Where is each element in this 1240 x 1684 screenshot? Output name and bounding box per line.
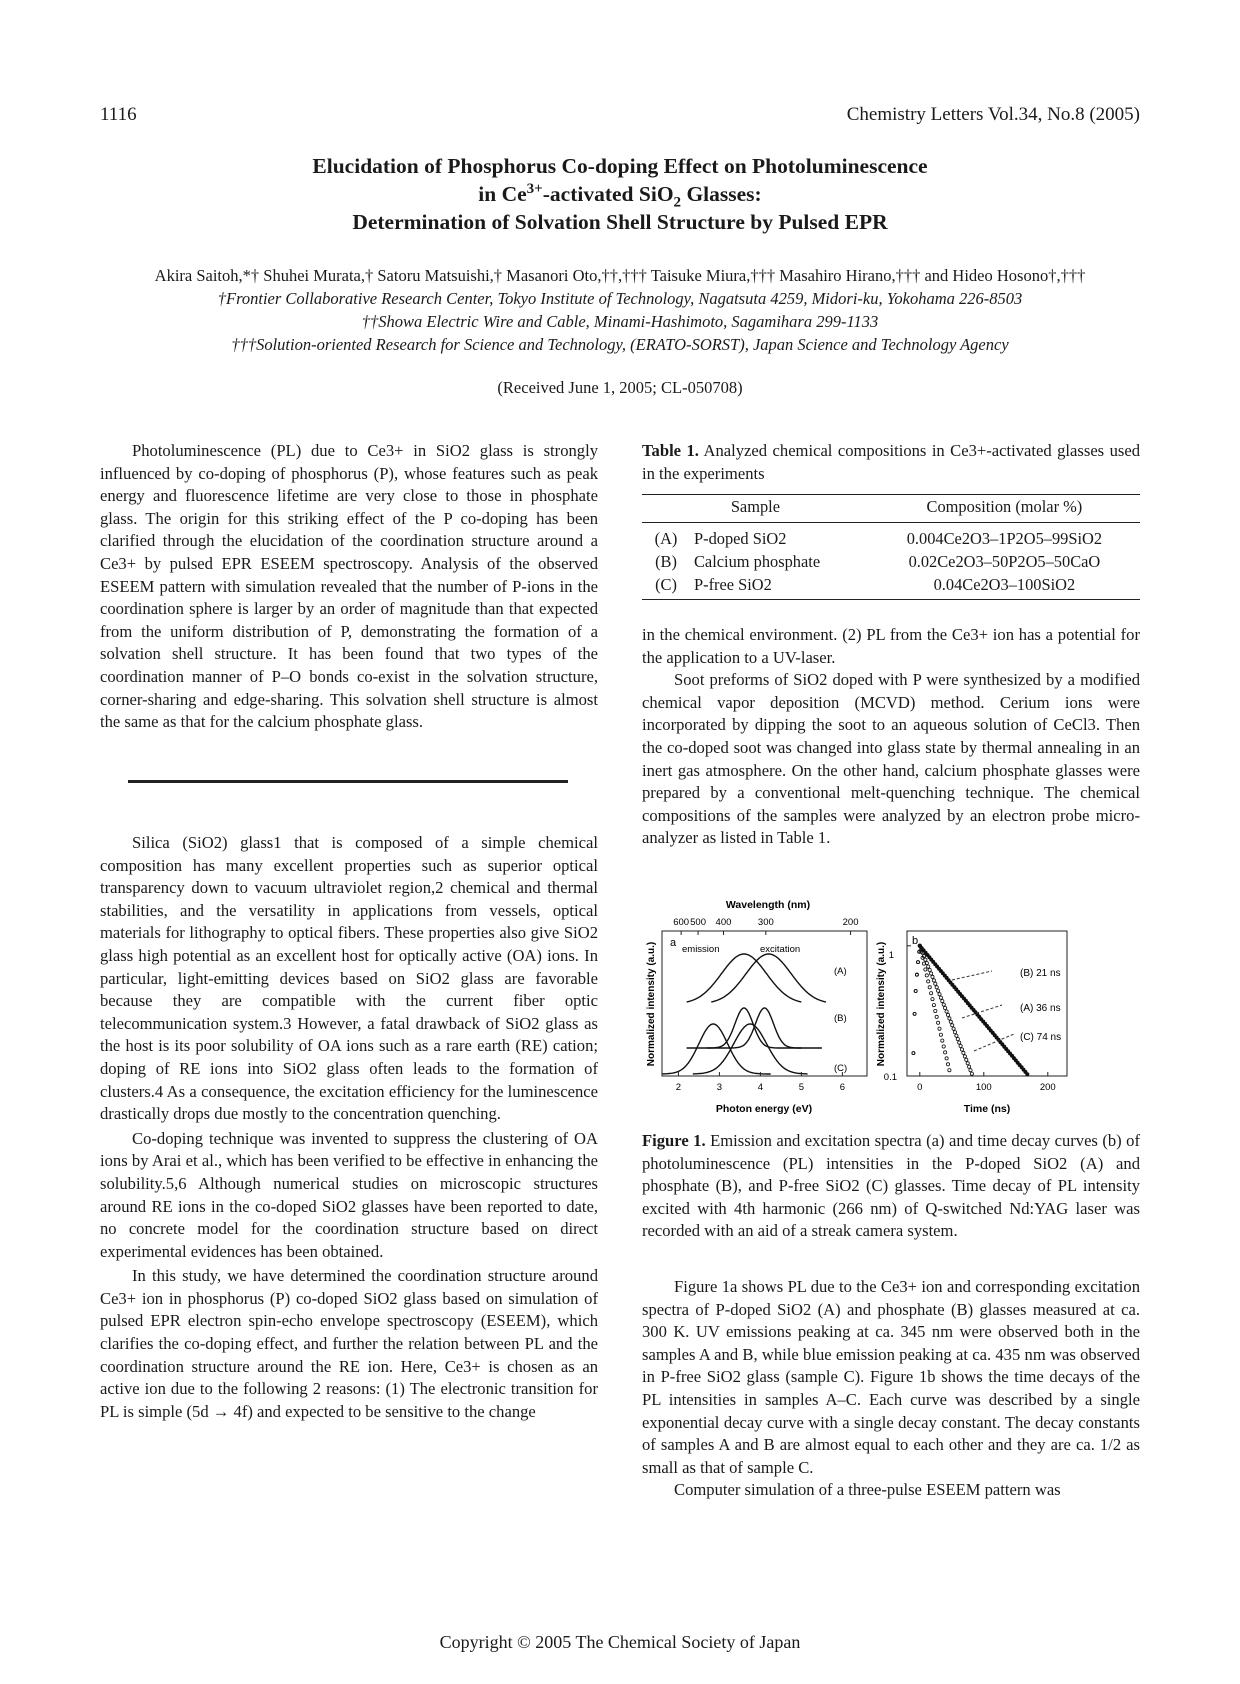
decay-point [931, 975, 934, 978]
decay-point [913, 1012, 916, 1015]
decay-point [924, 958, 927, 961]
table-cell-id: (B) [655, 552, 677, 571]
figure-panel-b [876, 931, 1067, 1115]
decay-point [939, 996, 942, 999]
decay-point [959, 1044, 962, 1047]
decay-point [935, 1015, 938, 1018]
abstract-text: Photoluminescence (PL) due to Ce3+ in SiO2 glass is strongly influenced by co-doping of phosphorus (P), whose features such as peak energy and fluorescence lifetime are very close to those in phosphate glass. The origin for this striking effect of the P co-doping has been clarified through the elucidation of the coordination structure around a Ce3+ by pulsed EPR ESEEM spectroscopy. Analysis of the observed ESEEM pattern with simulation revealed that the number of P-ions in the coordination sphere is larger by an order of magnitude than that expected from the uniform distribution of P, demonstrating the formation of a solvation shell structure. It has been found that two types of the coordination manner of P–O bonds co-exist in the solvation structure, corner-sharing and edge-sharing. This solvation shell structure is almost the same as that for the calcium phosphate glass. [100, 441, 598, 732]
curve-label-c: (C) [834, 1063, 848, 1074]
panel-b-xtick-label: 100 [975, 1082, 992, 1093]
table-row [642, 550, 1140, 573]
affiliation-1: †Frontier Collaborative Research Center, Tokyo Institute of Technology, Nagatsuta 4259, Midori-ku, Yokohama 226-8503 [217, 289, 1023, 308]
decay-point [938, 1027, 941, 1030]
panel-b-arrows [952, 971, 1014, 1051]
composition-table [642, 494, 1140, 600]
decay-point [960, 1048, 963, 1051]
decay-arrow [952, 971, 992, 980]
decay-point [930, 992, 933, 995]
intro-paragraph-3: In this study, we have determined the coordination structure around Ce3+ ion in phosphorus (P) co-doped SiO2 glass based on simulation of pulsed EPR electron spin-echo envelope spectroscopy (ESEEM), which clarifies the co-doping effect, and further the relation between PL and the coordination structure around the RE ion. Here, Ce3+ is chosen as an active ion due to the following 2 reasons: (1) The electronic transition for PL is simple (5d → 4f) and expected to be sensitive to the change [100, 1266, 598, 1421]
panel-b-x-title: Time (ns) [963, 1103, 1011, 1115]
received-date: (Received June 1, 2005; CL-050708) [497, 378, 743, 397]
decay-label-c: (C) 74 ns [1020, 1032, 1062, 1043]
results-paragraph-1: Figure 1a shows PL due to the Ce3+ ion and corresponding excitation spectra of P-doped SiO2 (A) and phosphate (B) glasses measured at ca. 300 K. UV emissions peaking at ca. 345 nm were observed both in the samples A and B, while blue emission peaking at ca. 435 nm was observed in P-free SiO2 glass (sample C). Figure 1b shows the time decays of the PL intensities in samples A–C. Each curve was described by a single exponential decay curve with a single decay constant. The decay constants of samples A and B are almost equal to each other and they are ca. 1/2 as small as that of sample C. [642, 1277, 1140, 1477]
decay-arrow [962, 1005, 1002, 1018]
decay-point [953, 1031, 956, 1034]
decay-point [958, 1041, 961, 1044]
decay-point [966, 1062, 969, 1065]
decay-point [925, 974, 928, 977]
decay-point [927, 980, 930, 983]
decay-point [970, 1072, 973, 1075]
spectrum-curve-c-excitation [693, 1024, 808, 1074]
intro-paragraph-1: Silica (SiO2) glass1 that is composed of a simple chemical composition has many excellent properties such as superior optical transparency down to vacuum ultraviolet region,2 chemical and thermal stabilities, and the versatility in applications from vessels, optical materials for lithography to optical fibers. These properties also give SiO2 glass high potential as an excellent host for optically active (OA) ions. In particular, light-emitting devices based on SiO2 glass are favorable because they are compatible with the current fiber optic telecommunication system.3 However, a fatal drawback of SiO2 glass as the host is its poor solubility of OA ions such as a rare earth (RE) cation; doping of RE ions into SiO2 glass often leads to the formation of clusters.4 As a consequence, the excitation efficiency for the luminescence drastically drops due mostly to the concentration quenching. [100, 833, 598, 1124]
decay-point [914, 990, 917, 993]
decay-point [955, 1034, 958, 1037]
decay-point [932, 1004, 935, 1007]
title-line-2: in $Ce^{3+}$-activated SiO$_2$ Glasses: [478, 180, 762, 211]
decay-point [937, 1021, 940, 1024]
figure-caption [642, 1130, 1140, 1243]
decay-point [968, 1065, 971, 1068]
right-column-body-1 [642, 624, 1140, 850]
decay-series-a [912, 944, 974, 1075]
panel-a-top-tick-label: 200 [842, 917, 859, 928]
decay-point [939, 1033, 942, 1036]
affiliation-2: ††Showa Electric Wire and Cable, Minami-Hashimoto, Sagamihara 299-1133 [361, 312, 879, 331]
panel-a-xtick-label: 2 [675, 1082, 682, 1093]
panel-a-xtick-label: 6 [839, 1082, 846, 1093]
body-paragraph-methods: Soot preforms of SiO2 doped with P were synthesized by a modified chemical vapor deposition (MCVD) method. Cerium ions were incorporated by dipping the soot to an aqueous solution of CeCl3. Then the co-doped soot was changed into glass state by thermal annealing in an inert gas atmosphere. On the other hand, calcium phosphate glasses were prepared by a conventional melt-quenching technique. The chemical compositions of the samples were analyzed by an electron probe micro-analyzer as listed in Table 1. [642, 670, 1140, 848]
decay-point [915, 973, 918, 976]
panel-b-xtick-label: 200 [1039, 1082, 1056, 1093]
abstract-divider [128, 780, 568, 783]
decay-point [948, 1017, 951, 1020]
decay-point [952, 1027, 955, 1030]
table-header-composition: Composition (molar %) [869, 495, 1140, 523]
body-paragraph-continued: in the chemical environment. (2) PL from the Ce3+ ion has a potential for the application to a UV-laser. [642, 625, 1140, 667]
panel-a-top-tick-label: 500 [690, 917, 706, 928]
panel-b-ytick-01: 0.1 [883, 1072, 897, 1083]
decay-point [942, 1045, 945, 1048]
table-header-sample: Sample [642, 495, 869, 523]
decay-point [934, 1009, 937, 1012]
results-paragraph-2: Computer simulation of a three-pulse ESEEM pattern was [674, 1480, 1061, 1500]
spectrum-curve-c-emission [663, 1024, 771, 1074]
decay-point [928, 986, 931, 989]
journal-header: Chemistry Letters Vol.34, No.8 (2005) [846, 104, 1140, 125]
figure-panel-a [646, 899, 867, 1115]
page-number: 1116 [100, 104, 137, 125]
spectrum-curve-a-emission [687, 954, 802, 1002]
panel-b-ytick-1: 1 [888, 950, 894, 961]
decay-point [944, 1051, 947, 1054]
title-line-3: Determination of Solvation Shell Structure by Pulsed EPR [352, 210, 888, 234]
decay-point [951, 1024, 954, 1027]
decay-point [945, 1010, 948, 1013]
decay-point [935, 986, 938, 989]
panel-a-top-tick-label: 400 [715, 917, 732, 928]
panel-b-label: b [912, 935, 919, 947]
panel-a-xtick-label: 4 [757, 1082, 764, 1093]
decay-point [937, 989, 940, 992]
figure-caption-text: Emission and excitation spectra (a) and time decay curves (b) of photoluminescence (PL) intensities in the P-doped SiO2 (A) and phosphate (B), and P-free SiO2 (C) glasses. Time decay of PL intensity excited with 4th harmonic (266 nm) of Q-switched Nd:YAG laser was recorded with an aid of a streak camera system. [642, 1131, 1141, 1241]
panel-a-xtick-label: 5 [798, 1082, 805, 1093]
decay-label-b: (B) 21 ns [1020, 968, 1061, 979]
excitation-label: excitation [760, 944, 801, 955]
decay-point [942, 1003, 945, 1006]
panel-a-x-title: Photon energy (eV) [715, 1103, 813, 1115]
table-cell-composition: 0.004Ce2O3–1P2O5–99SiO2 [906, 529, 1103, 548]
decay-point [938, 993, 941, 996]
panel-a-bottom-ticks [676, 1072, 845, 1093]
panel-a-top-tick-label: 600 [673, 917, 690, 928]
decay-point [946, 1063, 949, 1066]
table-cell-sample: P-doped SiO2 [694, 529, 787, 548]
curve-label-b: (B) [834, 1013, 847, 1024]
panel-a-curves [663, 954, 827, 1074]
decay-point [941, 1000, 944, 1003]
right-column-body-2 [642, 1276, 1140, 1502]
panel-a-top-ticks [673, 917, 858, 935]
decay-point [948, 1069, 951, 1072]
decay-point [941, 1039, 944, 1042]
decay-point [932, 979, 935, 982]
panel-b-y-title: Normalized intensity (a.u.) [876, 941, 887, 1067]
table-row [642, 573, 1140, 600]
decay-point [945, 1057, 948, 1060]
spectrum-curve-a-excitation [711, 954, 826, 1002]
decay-point [928, 968, 931, 971]
table-cell-id: (A) [654, 529, 678, 548]
panel-b-xtick-label: 0 [917, 1082, 923, 1093]
curve-label-a: (A) [834, 966, 847, 977]
intro-paragraph-2: Co-doping technique was invented to suppress the clustering of OA ions by Arai et al., which has been verified to be effective in enhancing the solubility.5,6 Although numerical studies on microscopic structures around RE ions in the co-doped SiO2 glasses have been reported to date, no concrete model for the coordination structure based on direct experimental evidences has been obtained. [100, 1128, 598, 1261]
article-title [0, 152, 1240, 236]
affiliation-3: †††Solution-oriented Research for Science and Technology, (ERATO-SORST), Japan Science and Technology Agency [231, 335, 1009, 354]
panel-a-xtick-label: 3 [716, 1082, 723, 1093]
panel-a-top-axis-title: Wavelength (nm) [725, 899, 811, 911]
decay-point [930, 972, 933, 975]
table-cell-id: (C) [642, 573, 690, 600]
decay-point [924, 968, 927, 971]
decay-point [944, 1006, 947, 1009]
decay-point [931, 998, 934, 1001]
figure-1 [642, 896, 1140, 1122]
spectrum-curve-b-excitation [707, 1008, 822, 1048]
decay-point [912, 1052, 915, 1055]
decay-label-a: (A) 36 ns [1020, 1003, 1061, 1014]
decay-point [962, 1051, 965, 1054]
decay-point [1026, 1073, 1029, 1076]
table-header-row [642, 495, 1140, 523]
decay-point [963, 1055, 966, 1058]
decay-point [917, 961, 920, 964]
copyright-footer: Copyright © 2005 The Chemical Society of Japan [439, 1632, 801, 1652]
table-caption-label: Table 1. [642, 441, 699, 460]
decay-point [927, 965, 930, 968]
table-cell-sample: Calcium phosphate [694, 552, 821, 571]
decay-point [949, 1020, 952, 1023]
abstract [100, 440, 598, 734]
panel-b-curves [912, 944, 1029, 1076]
panel-a-top-tick-label: 300 [757, 917, 774, 928]
table-cell-composition: 0.02Ce2O3–50P2O5–50CaO [908, 552, 1101, 571]
table-row [642, 523, 1140, 551]
author-list: Akira Saitoh,*† Shuhei Murata,† Satoru Matsuishi,† Masanori Oto,††,††† Taisuke Miura,††† Masahiro Hirano,††† and Hideo Hosono†,††† [154, 266, 1086, 285]
table-cell-sample: P-free SiO2 [690, 573, 869, 600]
panel-a-label: a [670, 937, 677, 949]
decay-point [934, 982, 937, 985]
table-cell-composition: 0.04Ce2O3–100SiO2 [869, 573, 1140, 600]
decay-series-c [912, 944, 1029, 1076]
figure-caption-label: Figure 1. [642, 1131, 706, 1150]
left-column-body [100, 832, 598, 1423]
author-block [0, 264, 1240, 356]
table-caption [642, 440, 1140, 485]
table-caption-text: Analyzed chemical compositions in Ce3+-activated glasses used in the experiments [642, 441, 1141, 483]
panel-a-y-title: Normalized intensity (a.u.) [646, 941, 657, 1067]
emission-label: emission [682, 944, 720, 955]
decay-point [946, 1013, 949, 1016]
decay-point [965, 1058, 968, 1061]
decay-point [956, 1038, 959, 1041]
title-line-1: Elucidation of Phosphorus Co-doping Effect on Photoluminescence [312, 154, 928, 178]
decay-point [969, 1069, 972, 1072]
